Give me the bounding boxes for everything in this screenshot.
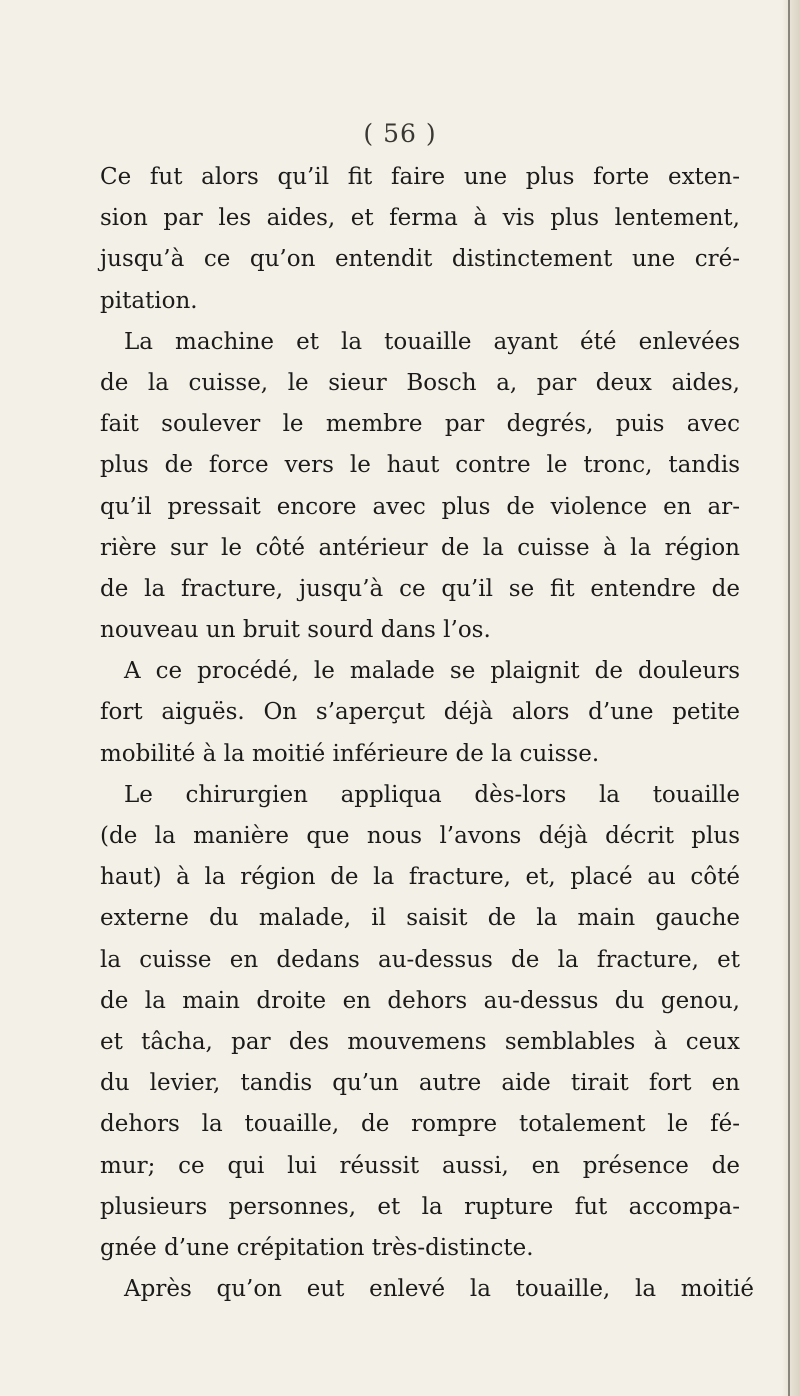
- text-line: externe du malade, il saisit de la main gauche: [100, 905, 740, 932]
- text-line: qu’il pressait encore avec plus de violence en ar-: [100, 493, 740, 520]
- text-line: plus de force vers le haut contre le tronc, tandis: [100, 452, 740, 479]
- page-number: ( 56 ): [363, 119, 437, 148]
- text-line: Ce fut alors qu’il fit faire une plus forte exten-: [100, 164, 740, 190]
- text-line: Le chirurgien appliqua dès-lors la touaille: [124, 781, 740, 808]
- text-line: de la fracture, jusqu’à ce qu’il se fit entendre de: [100, 575, 740, 602]
- text-line: fort aiguës. On s’aperçut déjà alors d’une petite: [100, 699, 740, 726]
- text-line: mur; ce qui lui réussit aussi, en présence de: [100, 1152, 740, 1179]
- text-line: sion par les aides, et ferma à vis plus lentement,: [100, 205, 740, 232]
- text-line: Après qu’on eut enlevé la touaille, la moitié: [124, 1276, 754, 1303]
- text-line: haut) à la région de la fracture, et, placé au côté: [100, 864, 740, 891]
- text-line: fait soulever le membre par degrés, puis avec: [100, 411, 740, 438]
- text-line: de la cuisse, le sieur Bosch a, par deux aides,: [100, 369, 740, 396]
- body-text: [100, 157, 754, 1310]
- text-line: dehors la touaille, de rompre totalement le fé-: [100, 1111, 740, 1138]
- text-line: du levier, tandis qu’un autre aide tirait fort en: [100, 1070, 740, 1097]
- text-line: la cuisse en dedans au-dessus de la fracture, et: [100, 946, 740, 973]
- text-line: gnée d’une crépitation très-distincte.: [100, 1234, 534, 1261]
- text-line: A ce procédé, le malade se plaignit de douleurs: [124, 658, 740, 685]
- text-line: pitation.: [100, 287, 198, 314]
- text-line: jusqu’à ce qu’on entendit distinctement une cré-: [100, 246, 740, 273]
- text-line: nouveau un bruit sourd dans l’os.: [100, 617, 491, 644]
- text-line: et tâcha, par des mouvemens semblables à ceux: [100, 1028, 740, 1055]
- page-edge-line: [788, 0, 790, 1396]
- text-line: mobilité à la moitié inférieure de la cuisse.: [100, 740, 600, 767]
- text-line: La machine et la touaille ayant été enlevées: [124, 328, 740, 355]
- text-line: plusieurs personnes, et la rupture fut accompa-: [100, 1193, 740, 1220]
- page-edge-shadow: [782, 0, 800, 1396]
- text-line: rière sur le côté antérieur de la cuisse à la région: [100, 534, 740, 561]
- text-line: de la main droite en dehors au-dessus du genou,: [100, 987, 740, 1014]
- text-line: (de la manière que nous l’avons déjà décrit plus: [100, 823, 740, 849]
